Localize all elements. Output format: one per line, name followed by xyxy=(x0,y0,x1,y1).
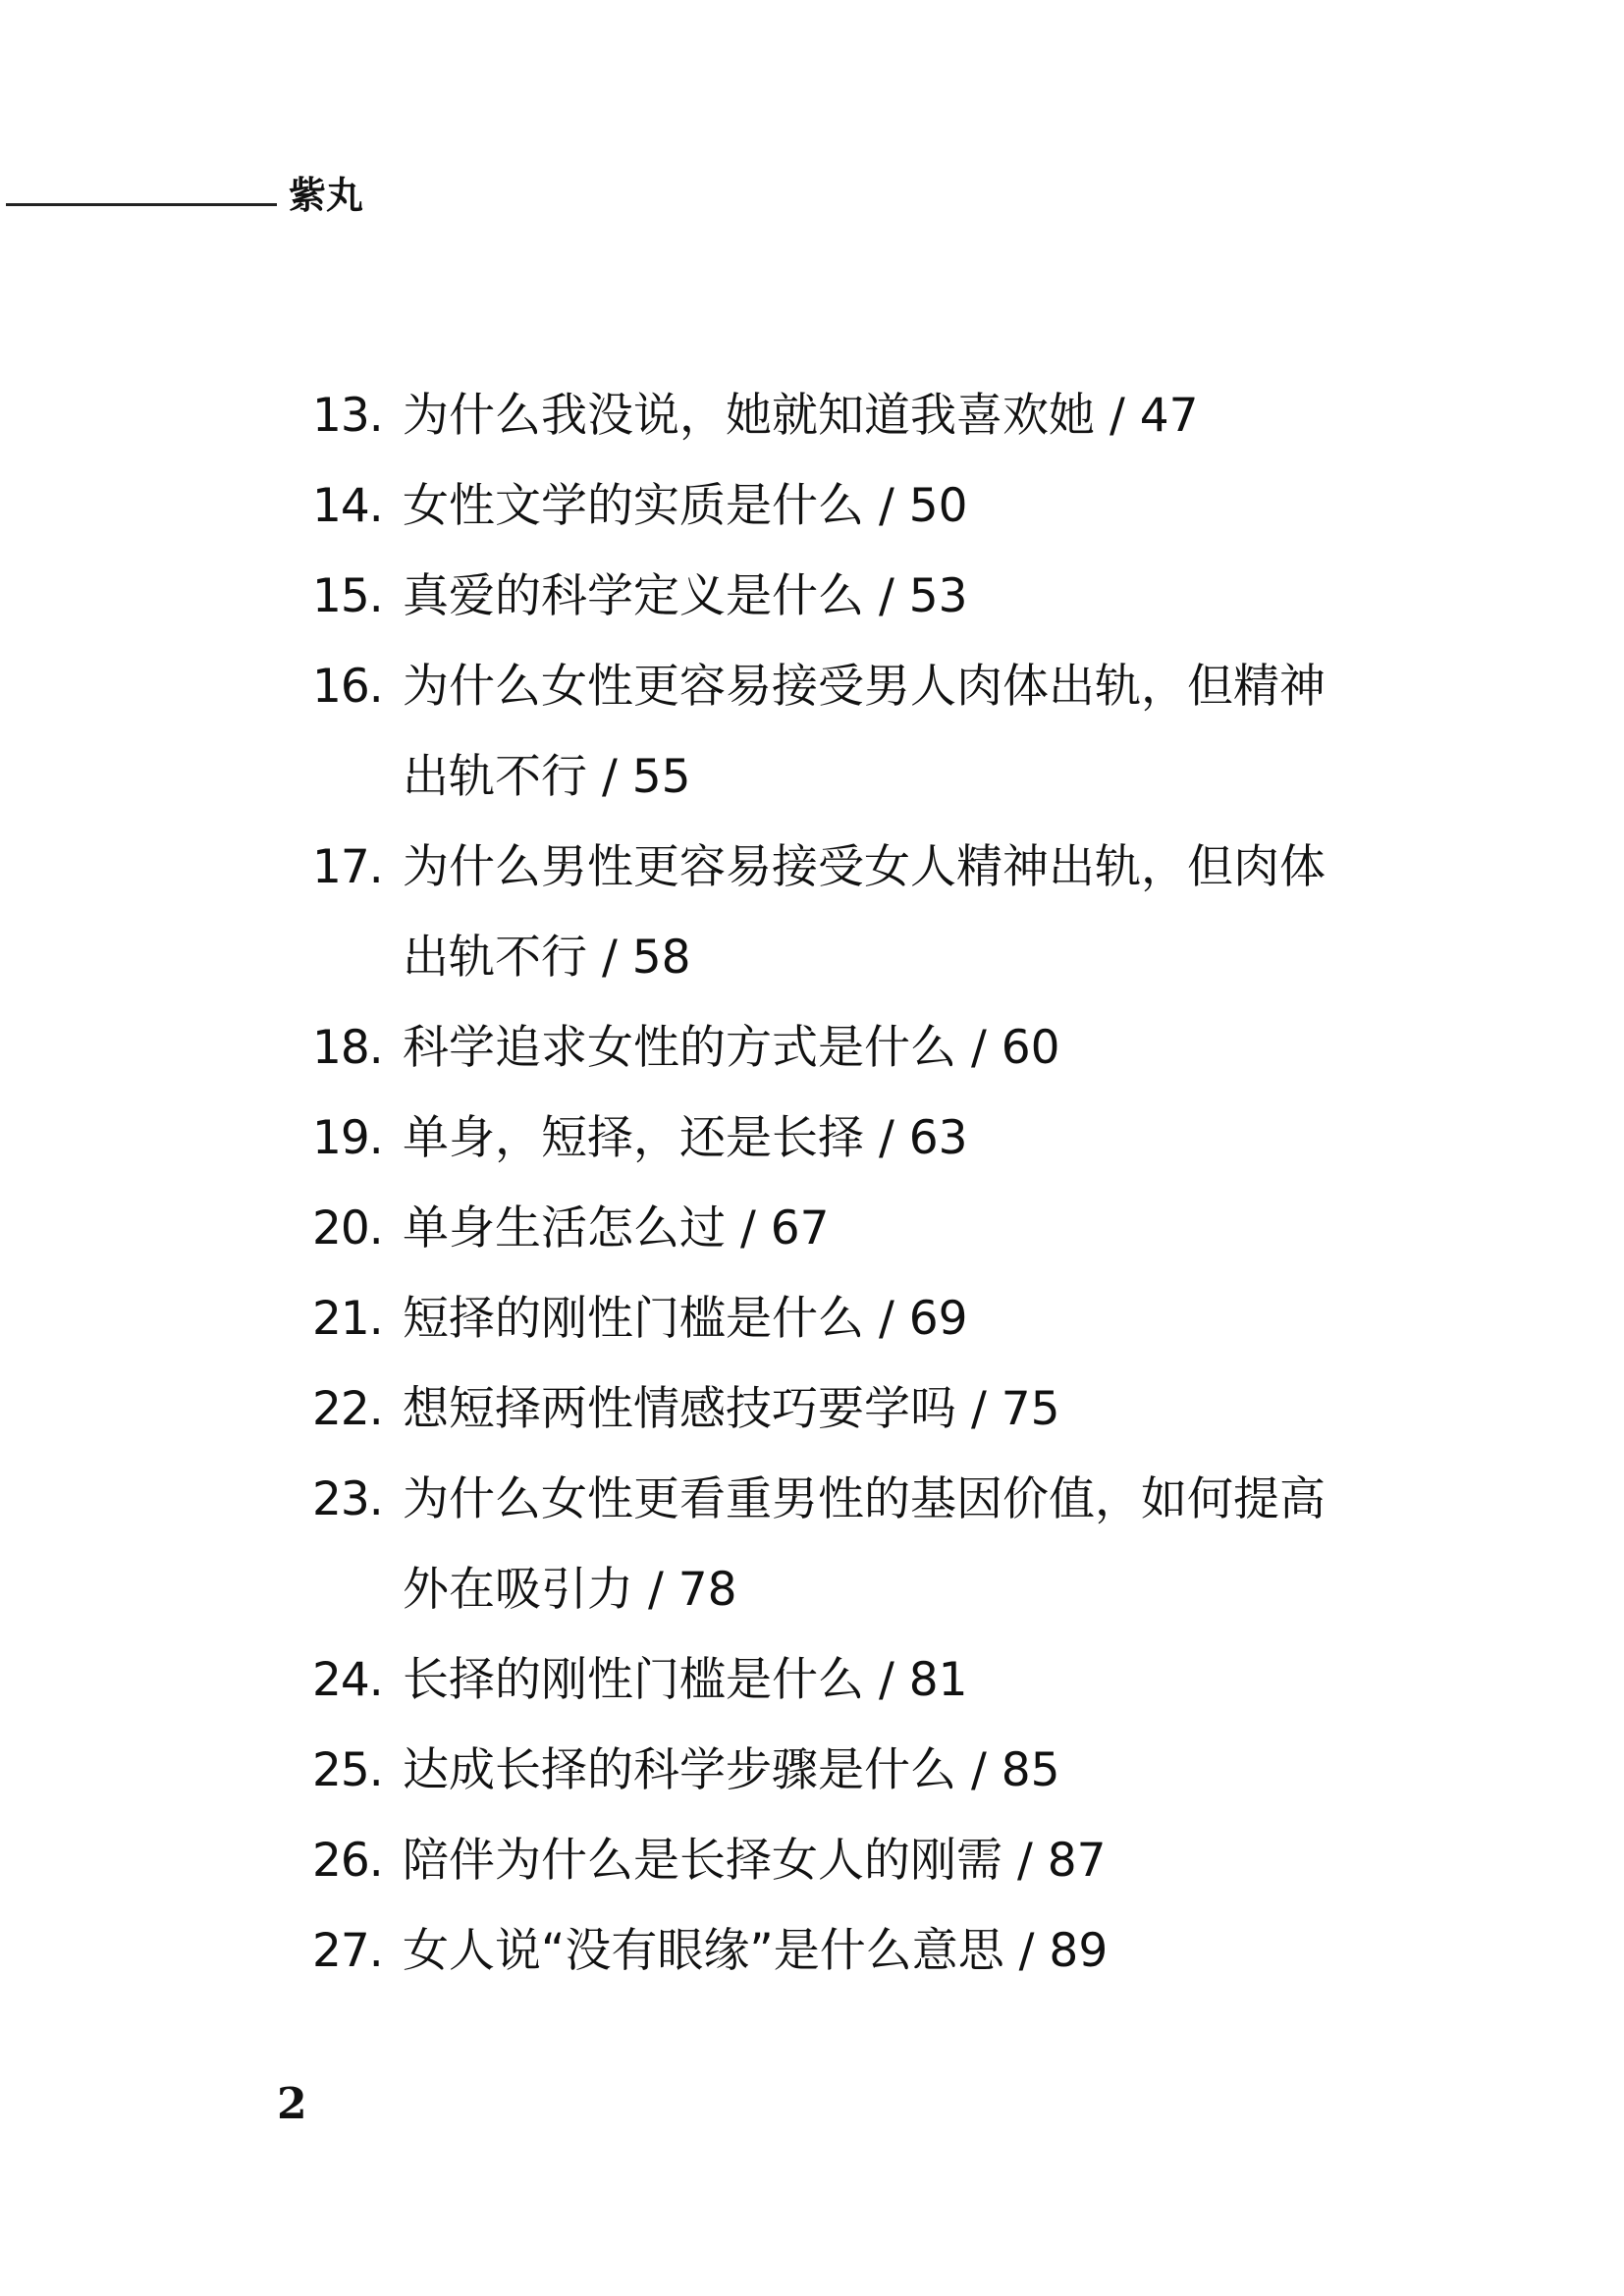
toc-number: 15. xyxy=(312,569,383,623)
toc-title: 单身，短择，还是长择 xyxy=(403,1111,864,1165)
toc-number: 23. xyxy=(312,1472,383,1526)
toc-entry[interactable] xyxy=(312,1906,1353,1997)
toc-number: 18. xyxy=(312,1021,383,1075)
toc-number: 17. xyxy=(312,840,383,894)
toc-number: 24. xyxy=(312,1653,383,1707)
toc-page: / 78 xyxy=(647,1563,737,1617)
toc-number: 16. xyxy=(312,660,383,714)
toc-title: 科学追求女性的方式是什么 xyxy=(403,1021,956,1075)
toc-number: 14. xyxy=(312,479,383,533)
toc-title: 为什么我没说，她就知道我喜欢她 xyxy=(403,389,1095,443)
toc-entry[interactable] xyxy=(312,1003,1353,1094)
toc-entry[interactable] xyxy=(312,552,1353,642)
toc-title: 达成长择的科学步骤是什么 xyxy=(403,1743,956,1797)
toc-page: / 87 xyxy=(1016,1834,1107,1888)
toc-number: 27. xyxy=(312,1924,383,1978)
toc-title: 长择的刚性门槛是什么 xyxy=(403,1653,864,1707)
toc-entry[interactable] xyxy=(312,823,1353,1003)
toc-entry[interactable] xyxy=(312,1274,1353,1364)
toc-page: / 85 xyxy=(970,1743,1060,1797)
toc-title: 想短择两性情感技巧要学吗 xyxy=(403,1382,956,1436)
toc-page: / 53 xyxy=(878,569,968,623)
toc-entry[interactable] xyxy=(312,1184,1353,1274)
toc-entry[interactable] xyxy=(312,642,1353,823)
toc-page: / 55 xyxy=(601,750,691,804)
toc-page: / 50 xyxy=(878,479,968,533)
toc-title: 女性文学的实质是什么 xyxy=(403,479,864,533)
toc-title: 短择的刚性门槛是什么 xyxy=(403,1292,864,1346)
toc-entry[interactable] xyxy=(312,1635,1353,1726)
toc-entry[interactable] xyxy=(312,1726,1353,1816)
toc-page: / 89 xyxy=(1018,1924,1109,1978)
toc-title: 陪伴为什么是长择女人的刚需 xyxy=(403,1834,1002,1888)
toc-entry[interactable] xyxy=(312,1094,1353,1184)
toc-title: 为什么男性更容易接受女人精神出轨，但肉体出轨不行 xyxy=(403,840,1326,985)
toc-number: 21. xyxy=(312,1292,383,1346)
toc-number: 22. xyxy=(312,1382,383,1436)
toc-title: 真爱的科学定义是什么 xyxy=(403,569,864,623)
toc-entry[interactable] xyxy=(312,371,1353,461)
toc-entry[interactable] xyxy=(312,461,1353,552)
toc-entry[interactable] xyxy=(312,1816,1353,1906)
toc-number: 26. xyxy=(312,1834,383,1888)
toc-entry[interactable] xyxy=(312,1455,1353,1635)
toc-title: 单身生活怎么过 xyxy=(403,1201,726,1255)
toc-number: 13. xyxy=(312,389,383,443)
author-name: 紫丸 xyxy=(289,173,364,217)
page-number: 2 xyxy=(277,2079,307,2129)
toc-title: 为什么女性更看重男性的基因价值，如何提高外在吸引力 xyxy=(403,1472,1326,1617)
running-head xyxy=(6,173,364,217)
toc-page: / 69 xyxy=(878,1292,968,1346)
toc-entry[interactable] xyxy=(312,1364,1353,1455)
toc-page: / 67 xyxy=(739,1201,830,1255)
toc-number: 25. xyxy=(312,1743,383,1797)
toc-page: / 58 xyxy=(601,931,691,985)
toc-number: 20. xyxy=(312,1201,383,1255)
table-of-contents xyxy=(312,371,1353,1997)
toc-page: / 75 xyxy=(970,1382,1060,1436)
toc-title: 女人说“没有眼缘”是什么意思 xyxy=(403,1924,1004,1978)
toc-title: 为什么女性更容易接受男人肉体出轨，但精神出轨不行 xyxy=(403,660,1326,804)
header-rule xyxy=(6,203,277,206)
toc-page: / 63 xyxy=(878,1111,968,1165)
toc-page: / 47 xyxy=(1109,389,1199,443)
toc-page: / 60 xyxy=(970,1021,1060,1075)
toc-number: 19. xyxy=(312,1111,383,1165)
toc-page: / 81 xyxy=(878,1653,968,1707)
